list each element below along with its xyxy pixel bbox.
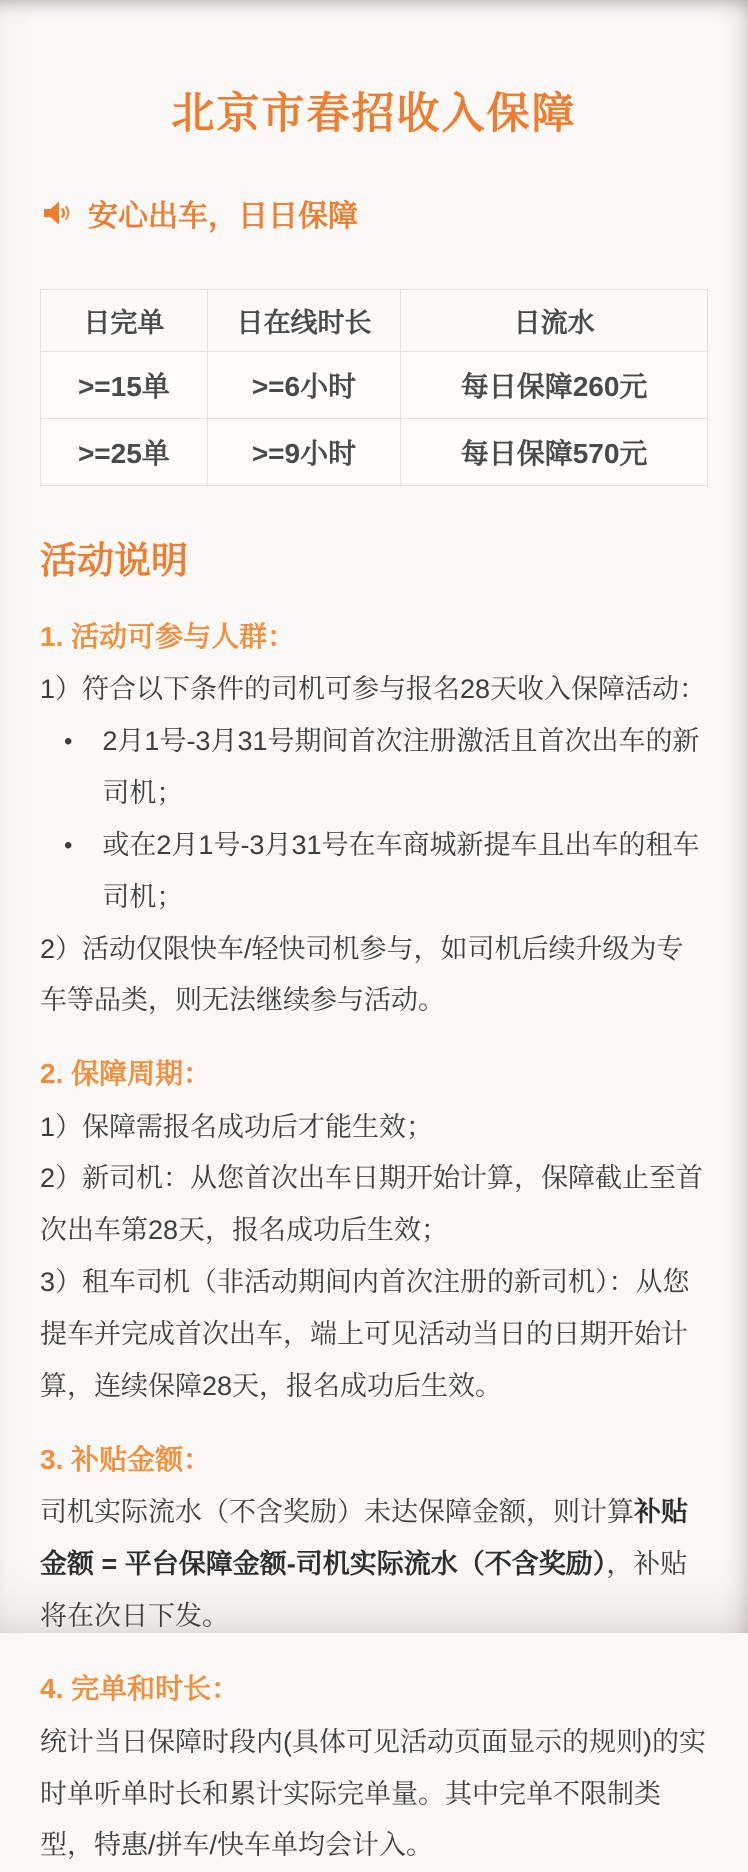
table-cell-orders: >=25单 (41, 419, 208, 486)
paragraph: 3）租车司机（非活动期间内首次注册的新司机）：从您提车并完成首次出车，端上可见活动当日的日期开始计算，连续保障28天，报名成功后生效。 (40, 1267, 690, 1401)
subtitle-text: 安心出车，日日保障 (88, 200, 358, 233)
table-header-row (41, 290, 708, 352)
paragraph: 2）活动仅限快车/轻快司机参与，如司机后续升级为专车等品类，则无法继续参与活动。 (40, 933, 684, 1016)
speaker-icon (40, 197, 72, 229)
table-row (41, 419, 708, 486)
table-cell-hours: >=9小时 (207, 419, 400, 486)
guarantee-table (40, 289, 708, 486)
table-header-daily-revenue: 日流水 (401, 290, 708, 352)
table-header-daily-online-hours: 日在线时长 (207, 290, 400, 352)
bullet-item (40, 820, 708, 924)
paragraph: 1）符合以下条件的司机可参与报名28天收入保障活动： (40, 674, 707, 705)
section-heading-guarantee-period: 2. 保障周期： (40, 1058, 212, 1090)
paragraph: 1）保障需报名成功后才能生效； (40, 1111, 434, 1142)
bullet-text: 或在2月1号-3月31号在车商城新提车且出车的租车司机； (102, 829, 700, 912)
paragraph: 2）新司机：从您首次出车日期开始计算，保障截止至首次出车第28天，报名成功后生效； (40, 1163, 704, 1246)
section-heading-participants: 1. 活动可参与人群： (40, 621, 296, 652)
bullet-item (40, 716, 708, 820)
page-title: 北京市春招收入保障 (171, 90, 577, 138)
section-heading-subsidy-amount: 3. 补贴金额： (40, 1443, 212, 1475)
paragraph (40, 1487, 708, 1642)
table-cell-orders: >=15单 (41, 352, 208, 419)
table-row (41, 352, 708, 419)
subsidy-formula-bold: 补贴金额 = 平台保障金额-司机实际流水（不含奖励） (40, 1496, 688, 1579)
rules-heading: 活动说明 (40, 540, 188, 581)
subtitle-row (40, 191, 708, 235)
subsidy-text-normal: ，补贴将在次日下发。 (40, 1548, 688, 1631)
bullet-dot-icon: • (64, 831, 73, 859)
subsidy-text-normal: 司机实际流水（不含奖励）未达保障金额，则计算 (40, 1496, 634, 1527)
table-cell-guarantee: 每日保障260元 (401, 352, 708, 419)
table-cell-hours: >=6小时 (207, 352, 400, 419)
table-cell-guarantee: 每日保障570元 (401, 419, 708, 486)
paragraph: 统计当日保障时段内(具体可见活动页面显示的规则)的实时单听单时长和累计实际完单量。其中完单不限制类型，特惠/拼车/快车单均会计入。 (40, 1726, 706, 1861)
table-header-daily-orders: 日完单 (41, 290, 208, 352)
bullet-dot-icon: • (64, 728, 73, 756)
section-heading-orders-and-hours: 4. 完单和时长： (40, 1673, 240, 1705)
bullet-text: 2月1号-3月31号期间首次注册激活且首次出车的新司机； (102, 726, 700, 809)
